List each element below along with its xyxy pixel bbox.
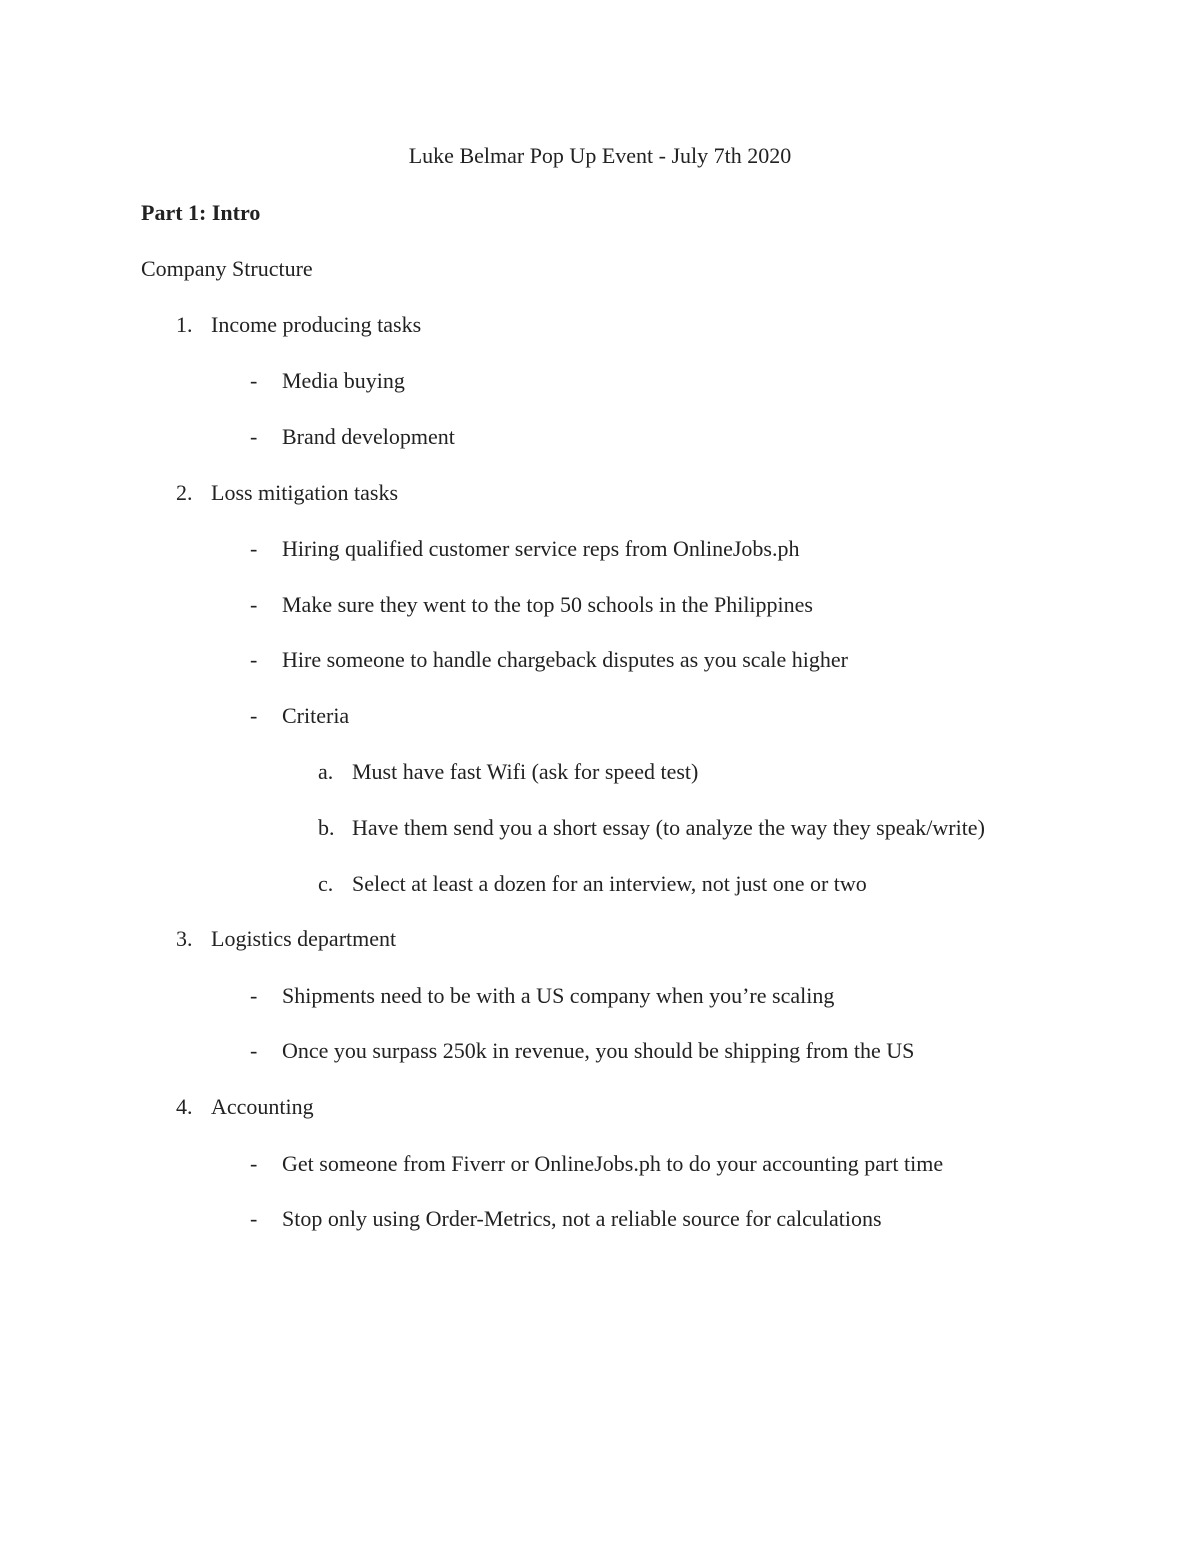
section-title: Company Structure xyxy=(141,256,313,281)
bullet-dash: - xyxy=(250,647,258,672)
document-title: Luke Belmar Pop Up Event - July 7th 2020 xyxy=(408,143,792,168)
bullet-text: Once you surpass 250k in revenue, you should be shipping from the US xyxy=(282,1038,915,1063)
list-item-label: Income producing tasks xyxy=(211,312,422,337)
criteria-text: Must have fast Wifi (ask for speed test) xyxy=(352,759,699,784)
bullet-dash: - xyxy=(250,592,258,617)
list-number: 3. xyxy=(176,926,193,951)
list-number: 2. xyxy=(176,480,193,505)
bullet-text: Brand development xyxy=(282,424,455,449)
bullet-dash: - xyxy=(250,1038,258,1063)
bullet-text: Hiring qualified customer service reps from OnlineJobs.ph xyxy=(282,536,800,561)
list-item-label: Logistics department xyxy=(211,926,397,951)
list-number: 1. xyxy=(176,312,193,337)
criteria-letter: b. xyxy=(318,815,335,840)
criteria-letter: a. xyxy=(318,759,334,784)
bullet-text: Media buying xyxy=(282,368,405,393)
bullet-text: Stop only using Order-Metrics, not a reliable source for calculations xyxy=(282,1206,882,1231)
criteria-letter: c. xyxy=(318,871,334,896)
bullet-dash: - xyxy=(250,1206,258,1231)
bullet-dash: - xyxy=(250,536,258,561)
list-number: 4. xyxy=(176,1094,193,1119)
bullet-text: Hire someone to handle chargeback disputes as you scale higher xyxy=(282,647,848,672)
bullet-dash: - xyxy=(250,424,258,449)
bullet-dash: - xyxy=(250,368,258,393)
bullet-dash: - xyxy=(250,983,258,1008)
list-item-label: Accounting xyxy=(211,1094,314,1119)
bullet-text: Criteria xyxy=(282,703,350,728)
list-item-label: Loss mitigation tasks xyxy=(211,480,398,505)
bullet-text: Make sure they went to the top 50 schools in the Philippines xyxy=(282,592,813,617)
bullet-text: Shipments need to be with a US company when you’re scaling xyxy=(282,983,835,1008)
bullet-dash: - xyxy=(250,1151,258,1176)
bullet-text: Get someone from Fiverr or OnlineJobs.ph to do your accounting part time xyxy=(282,1151,944,1176)
criteria-text: Select at least a dozen for an interview, not just one or two xyxy=(352,871,867,896)
criteria-text: Have them send you a short essay (to analyze the way they speak/write) xyxy=(352,815,985,840)
bullet-dash: - xyxy=(250,703,258,728)
part-heading: Part 1: Intro xyxy=(141,200,261,225)
